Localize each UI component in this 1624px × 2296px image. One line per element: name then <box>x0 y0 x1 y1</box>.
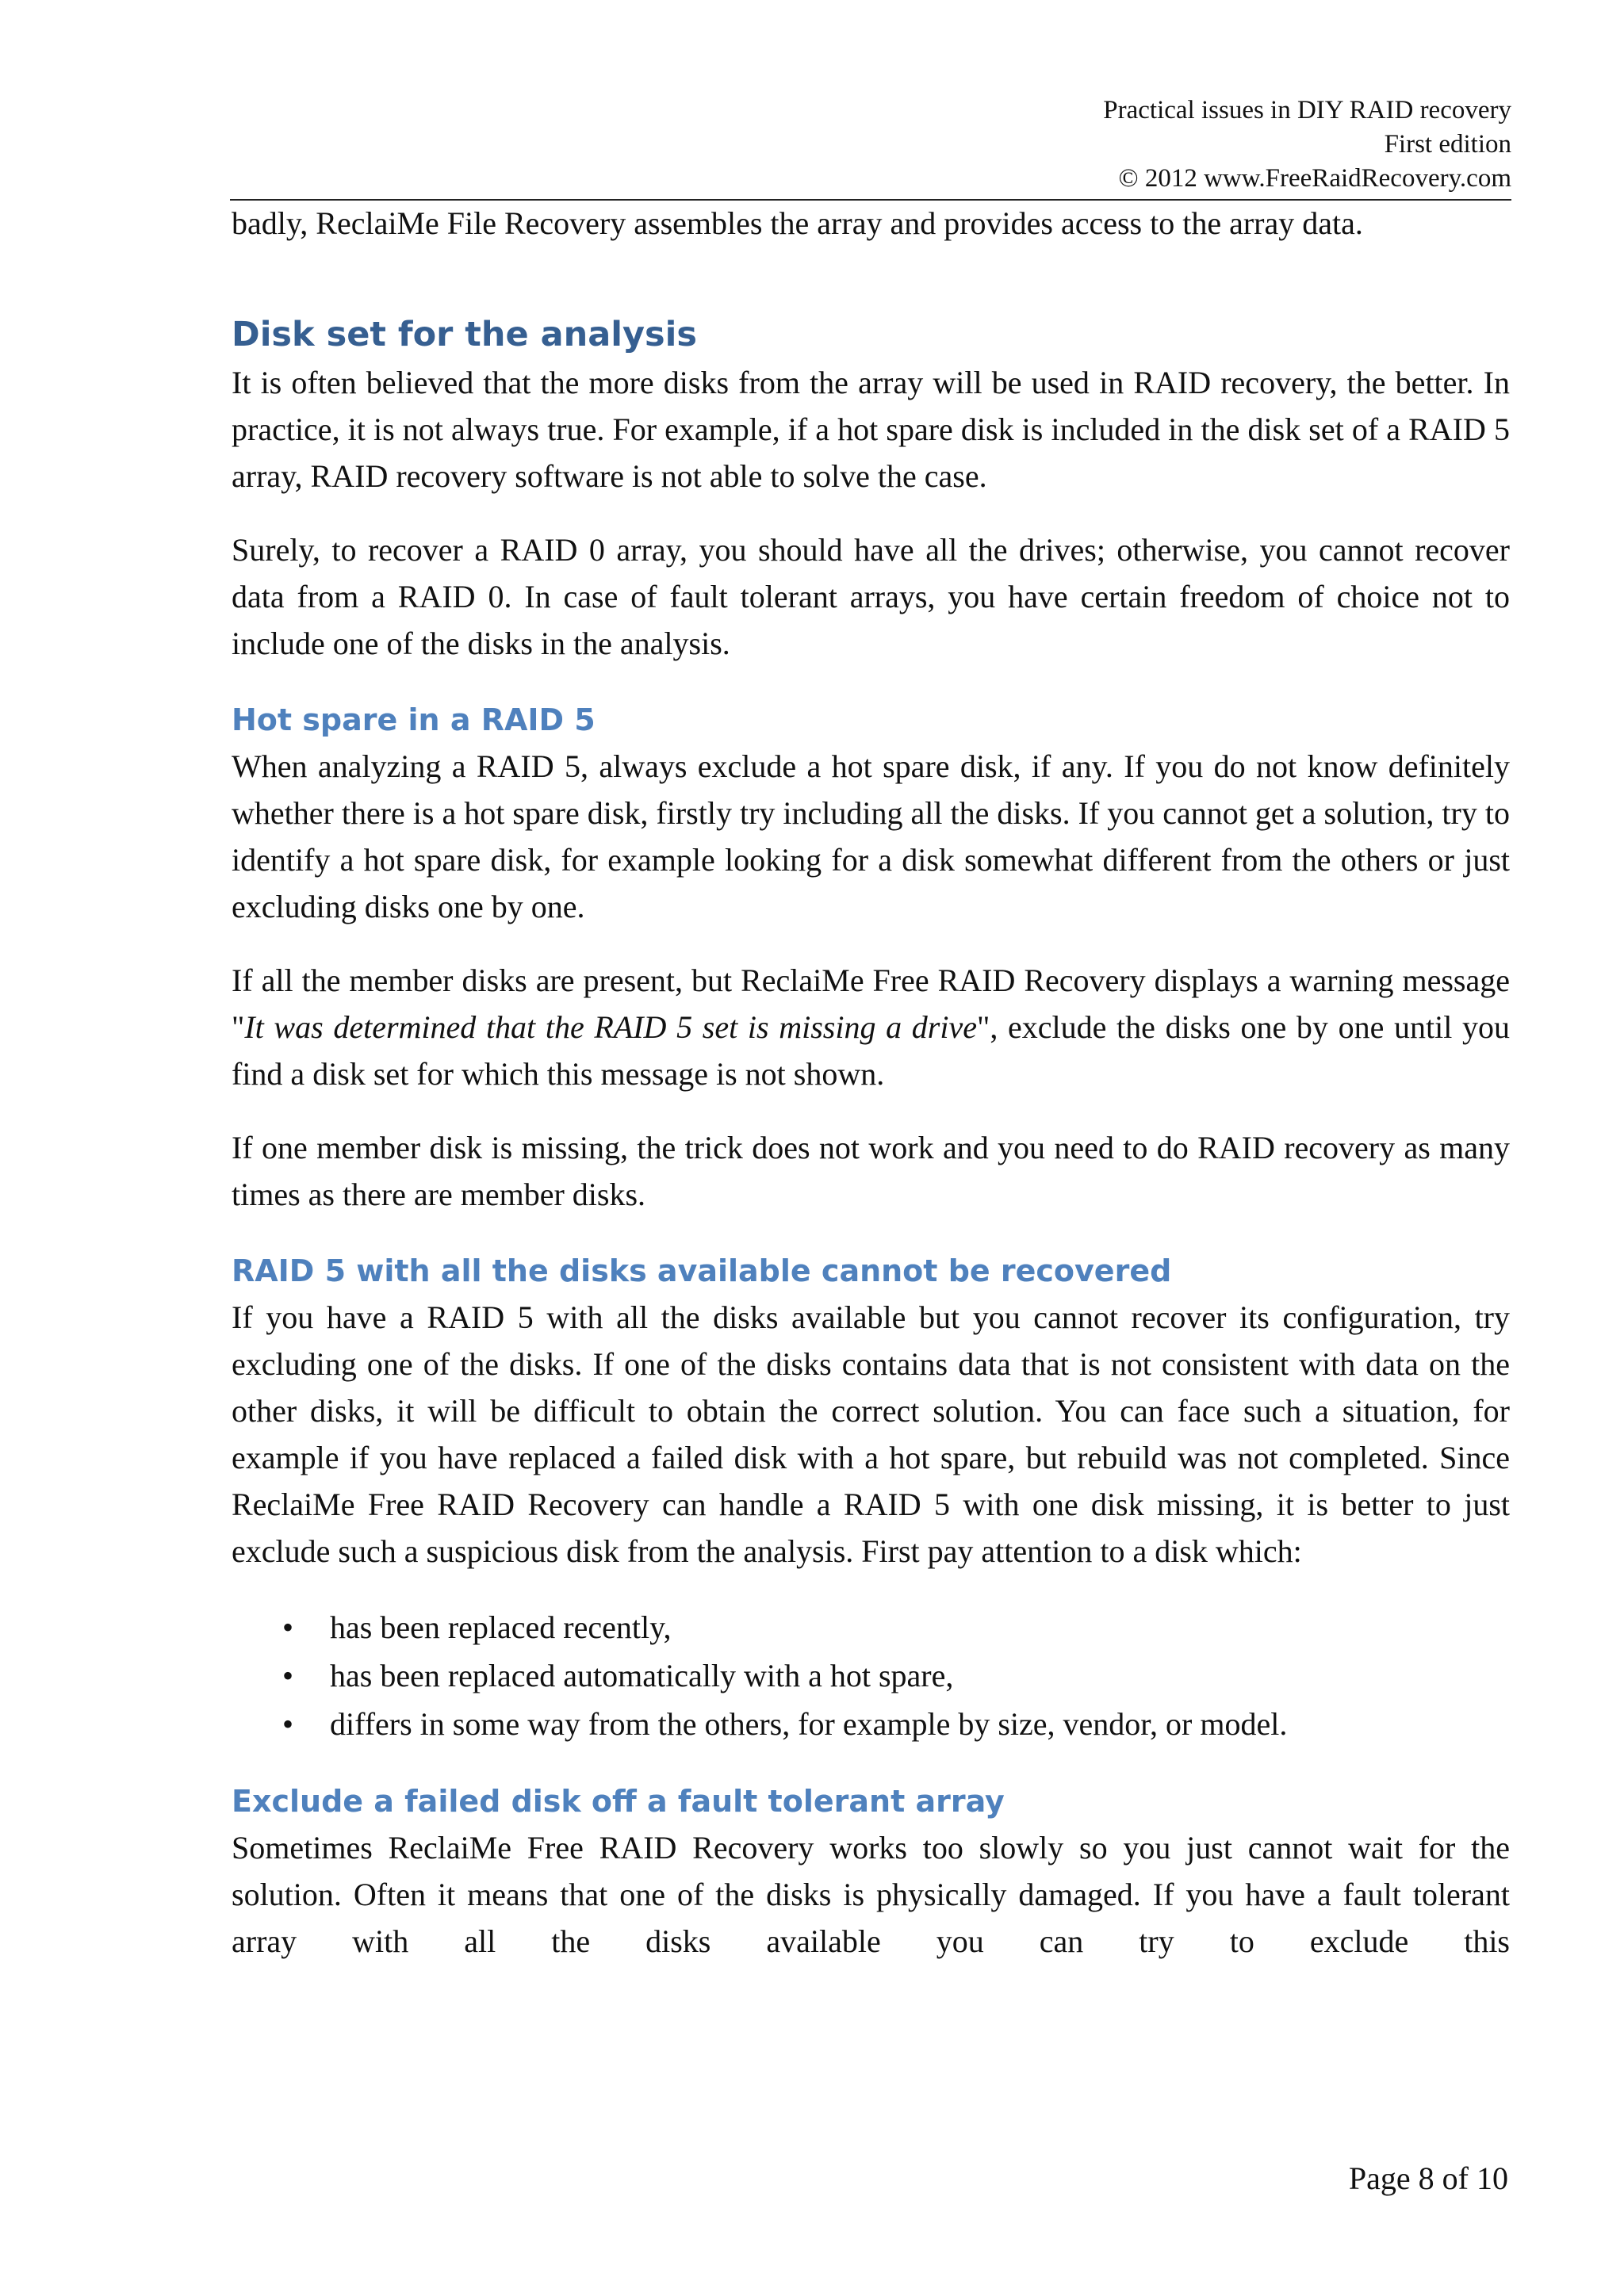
subsection-heading-raid5-all-disks: RAID 5 with all the disks available cannot be recovered <box>232 1253 1172 1288</box>
page-body <box>232 200 1510 1965</box>
hot-spare-paragraph-1: When analyzing a RAID 5, always exclude a hot spare disk, if any. If you do not know definitely whether there is a hot spare disk, firstly try including all the disks. If you cannot get a solution, try to identify a hot spare disk, for example looking for a disk somewhat different from the others or just excluding disks one by one. <box>232 748 1510 924</box>
suspicious-disk-list <box>232 1603 1510 1748</box>
bullet-icon: • <box>282 1609 294 1645</box>
subsection-heading-exclude-failed: Exclude a failed disk off a fault tolerant array <box>232 1784 1005 1819</box>
subsection-heading-hot-spare: Hot spare in a RAID 5 <box>232 702 596 737</box>
hot-spare-paragraph-2 <box>232 957 1510 1097</box>
header-copyright: © 2012 www.FreeRaidRecovery.com <box>1118 164 1511 193</box>
list-item-text: has been replaced recently, <box>330 1609 672 1645</box>
intro-paragraph: badly, ReclaiMe File Recovery assembles the array and provides access to the array data. <box>232 205 1363 241</box>
section-heading-disk-set: Disk set for the analysis <box>232 315 697 354</box>
list-item-text: differs in some way from the others, for example by size, vendor, or model. <box>330 1706 1288 1742</box>
warning-message-quote: It was determined that the RAID 5 set is missing a drive <box>244 1009 977 1045</box>
list-item <box>232 1651 1510 1700</box>
hot-spare-paragraph-2-end: ", exclude the disks one by one until you find a disk set for which this message is not shown. <box>232 1009 1510 1092</box>
list-item-text: has been replaced automatically with a hot spare, <box>330 1658 954 1693</box>
disk-set-paragraph-2: Surely, to recover a RAID 0 array, you should have all the drives; otherwise, you cannot recover data from a RAID 0. In case of fault tolerant arrays, you have certain freedom of choice not to include one of the disks in the analysis. <box>232 532 1510 661</box>
raid5-all-disks-paragraph: If you have a RAID 5 with all the disks available but you cannot recover its configuration, try excluding one of the disks. If one of the disks contains data that is not consistent with data on the other disks, it will be difficult to obtain the correct solution. You can face such a situation, for example if you have replaced a failed disk with a hot spare, but rebuild was not completed. Since ReclaiMe Free RAID Recovery can handle a RAID 5 with one disk missing, it is better to just exclude such a suspicious disk from the analysis. First pay attention to a disk which: <box>232 1299 1510 1569</box>
hot-spare-paragraph-3: If one member disk is missing, the trick does not work and you need to do RAID recovery as many times as there are member disks. <box>232 1130 1510 1212</box>
header-edition: First edition <box>1384 130 1511 159</box>
disk-set-paragraph-1: It is often believed that the more disks from the array will be used in RAID recovery, the better. In practice, it is not always true. For example, if a hot spare disk is included in the disk set of a RAID 5 array, RAID recovery software is not able to solve the case. <box>232 365 1510 494</box>
running-header <box>230 94 1511 196</box>
header-title: Practical issues in DIY RAID recovery <box>1103 96 1511 124</box>
page-number: Page 8 of 10 <box>1348 2160 1508 2196</box>
exclude-failed-paragraph: Sometimes ReclaiMe Free RAID Recovery works too slowly so you just cannot wait for the solution. Often it means that one of the disks is physically damaged. If you have a fault tolerant array with all the disks available you can try to exclude this <box>232 1830 1510 1959</box>
hot-spare-paragraph-2-start: If all the member disks are present, but ReclaiMe Free RAID Recovery displays a warning message " <box>232 962 1510 1045</box>
bullet-icon: • <box>282 1706 294 1742</box>
list-item <box>232 1700 1510 1748</box>
bullet-icon: • <box>282 1658 294 1693</box>
list-item <box>232 1603 1510 1651</box>
